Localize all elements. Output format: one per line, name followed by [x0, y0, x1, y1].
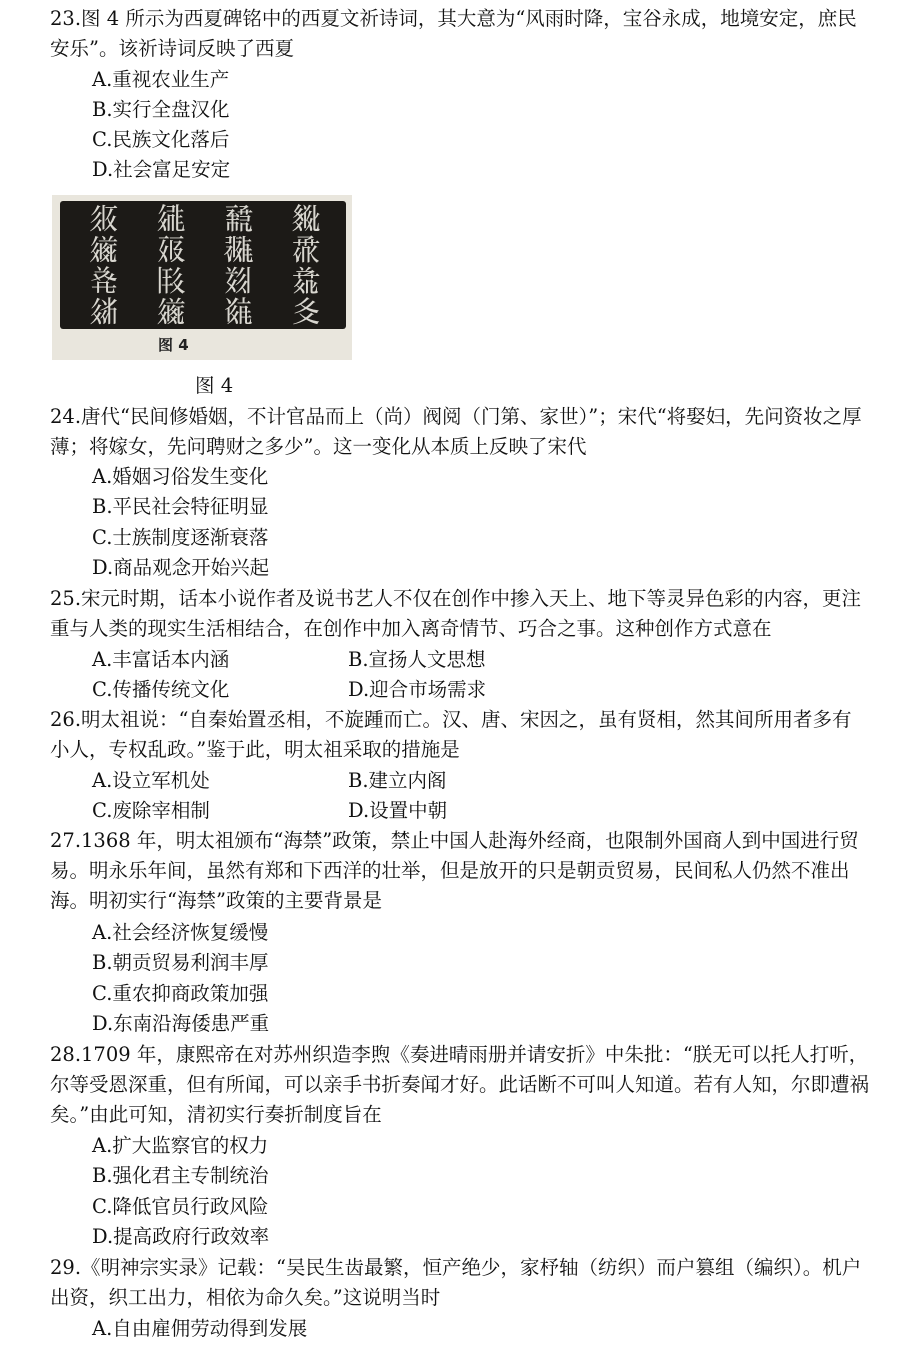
q26-option-c: C.废除宰相制: [92, 799, 210, 822]
figure-plate-label: 图 4: [158, 336, 189, 354]
tangut-glyph: 𗾆: [291, 295, 322, 330]
question-24-stem: 24.唐代“民间修婚姻，不计官品而上（尚）阀阅（门第、家世）”；宋代“将娶妇，先问资妆之厚薄；将嫁女，先问聘财之多少”。这一变化从本质上反映了宋代: [50, 405, 862, 458]
figure-4-tangut-inscription: [52, 195, 352, 360]
tangut-glyph: 𗼇: [88, 202, 119, 237]
q25-option-b: B.宣扬人文思想: [348, 648, 486, 671]
tangut-glyph: 𘆏: [291, 233, 322, 268]
q27-option-d: D.东南沿海倭患严重: [92, 1012, 270, 1035]
tangut-glyph: 𗣫: [88, 295, 119, 330]
q24-option-d: D.商品观念开始兴起: [92, 556, 270, 579]
q25-option-a: A.丰富话本内涵: [92, 648, 230, 671]
q23-option-d: D.社会富足安定: [92, 158, 231, 181]
q24-option-b: B.平民社会特征明显: [92, 495, 269, 518]
question-26-stem: 26.明太祖说：“自秦始置丞相，不旋踵而亡。汉、唐、宋因之，虽有贤相，然其间所用者多有小人，专权乱政。”鉴于此，明太祖采取的措施是: [50, 708, 852, 761]
tangut-glyph: 𘎆: [291, 264, 322, 299]
q23-option-a: A.重视农业生产: [92, 68, 230, 91]
q28-option-c: C.降低官员行政风险: [92, 1195, 269, 1218]
tangut-glyph: 𘔮: [223, 202, 254, 237]
tangut-glyph: 𗖵: [223, 233, 254, 268]
tangut-glyph-grid: [70, 202, 340, 330]
tangut-glyph: 𘌽: [223, 295, 254, 330]
q28-option-a: A.扩大监察官的权力: [92, 1134, 269, 1157]
figure-caption: 图 4: [195, 374, 234, 397]
question-25-stem: 25.宋元时期，话本小说作者及说书艺人不仅在创作中掺入天上、地下等灵异色彩的内容，更注重与人类的现实生活相结合，在创作中加入离奇情节、巧合之事。这种创作方式意在: [50, 587, 862, 640]
q23-option-c: C.民族文化落后: [92, 128, 230, 151]
tangut-glyph: 𘊗: [291, 202, 322, 237]
q28-option-d: D.提高政府行政效率: [92, 1225, 270, 1248]
q27-option-a: A.社会经济恢复缓慢: [92, 921, 269, 944]
tangut-glyph: 𗡞: [156, 233, 187, 268]
q26-option-a: A.设立军机处: [92, 769, 210, 792]
tangut-glyph: 𗧓: [156, 202, 187, 237]
q24-option-c: C.士族制度逐渐衰落: [92, 526, 269, 549]
q25-option-d: D.迎合市场需求: [348, 678, 487, 701]
tangut-glyph: 𗫂: [156, 295, 187, 330]
tangut-glyph: 𘑗: [88, 264, 119, 299]
q23-option-b: B.实行全盘汉化: [92, 98, 230, 121]
q28-option-b: B.强化君主专制统治: [92, 1164, 269, 1187]
question-27-stem: 27.1368 年，明太祖颁布“海禁”政策，禁止中国人赴海外经商，也限制外国商人到中国进行贸易。明永乐年间，虽然有郑和下西洋的壮举，但是放开的只是朝贡贸易，民间私人仍然不准出海。明初实行“海禁”政策的主要背景是: [50, 829, 859, 912]
q24-option-a: A.婚姻习俗发生变化: [92, 465, 269, 488]
q27-option-b: B.朝贡贸易利润丰厚: [92, 951, 269, 974]
q29-option-a: A.自由雇佣劳动得到发展: [92, 1317, 308, 1340]
tangut-glyph: 𘋨: [223, 264, 254, 299]
question-23-stem: 23.图 4 所示为西夏碑铭中的西夏文祈诗词，其大意为“风雨时降，宝谷永成，地境安定，庶民安乐”。该祈诗词反映了西夏: [50, 7, 857, 60]
tangut-glyph: 𗫂: [88, 233, 119, 268]
tangut-glyph: 𗹜: [156, 264, 187, 299]
q25-option-c: C.传播传统文化: [92, 678, 230, 701]
q27-option-c: C.重农抑商政策加强: [92, 982, 269, 1005]
question-28-stem: 28.1709 年，康熙帝在对苏州织造李煦《奏进晴雨册并请安折》中朱批：“朕无可以托人打听，尔等受恩深重，但有所闻，可以亲手书折奏闻才好。此话断不可叫人知道。若有人知，尔即遭祸矣。”由此可知，清初实行奏折制度旨在: [50, 1043, 870, 1126]
q26-option-b: B.建立内阁: [348, 769, 447, 792]
q26-option-d: D.设置中朝: [348, 799, 448, 822]
question-29-stem: 29.《明神宗实录》记载：“吴民生齿最繁，恒产绝少，家杼轴（纺织）而户篡组（编织）。机户出资，织工出力，相依为命久矣。”这说明当时: [50, 1256, 862, 1309]
